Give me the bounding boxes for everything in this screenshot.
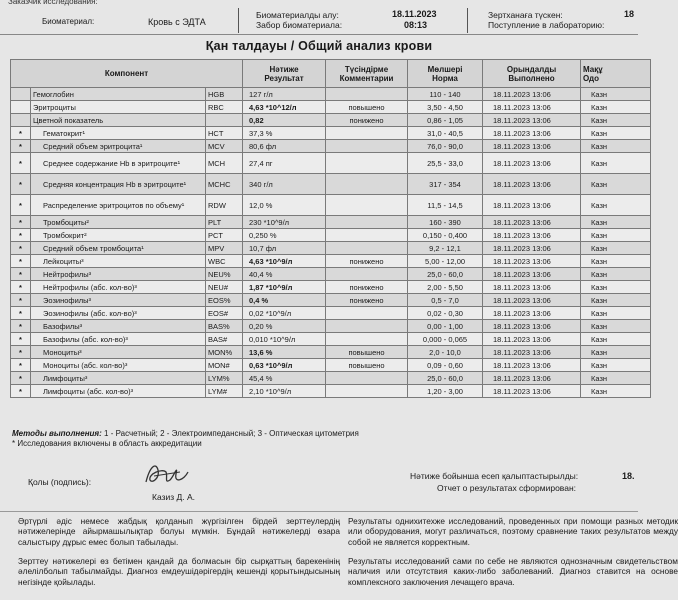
row-component-name: Нейтрофилы³: [31, 268, 206, 281]
row-norm: 25,5 - 33,0: [408, 153, 483, 174]
row-extra: Казн: [581, 195, 651, 216]
sample-taken-date: 18.11.2023: [392, 9, 437, 19]
table-row: [11, 372, 651, 385]
row-code: MON%: [206, 346, 243, 359]
table-row: [11, 320, 651, 333]
row-component-name: Тромбоциты²: [31, 216, 206, 229]
table-row: [11, 346, 651, 359]
row-code: NEU%: [206, 268, 243, 281]
row-extra: Казн: [581, 294, 651, 307]
row-value: 0,250 %: [243, 229, 326, 242]
table-row: [11, 281, 651, 294]
row-value: 0,02 *10^9/л: [243, 307, 326, 320]
row-value: 230 *10^9/л: [243, 216, 326, 229]
row-star: *: [11, 127, 31, 140]
row-comment: повышено: [326, 346, 408, 359]
row-extra: Казн: [581, 372, 651, 385]
row-code: NEU#: [206, 281, 243, 294]
row-norm: 0,00 - 1,00: [408, 320, 483, 333]
row-component-name: Средний объем эритроцита¹: [31, 140, 206, 153]
row-extra: Казн: [581, 268, 651, 281]
row-component-name: Моноциты³: [31, 346, 206, 359]
row-value: 1,87 *10^9/л: [243, 281, 326, 294]
report-formed-label-ru: Отчет о результатах сформирован:: [437, 483, 577, 493]
row-norm: 9,2 - 12,1: [408, 242, 483, 255]
row-star: *: [11, 174, 31, 195]
received-date: 18: [624, 9, 635, 19]
row-comment: понижено: [326, 294, 408, 307]
row-extra: Казн: [581, 127, 651, 140]
row-comment: понижено: [326, 114, 408, 127]
row-value: 0,63 *10^9/л: [243, 359, 326, 372]
col-norm: Мөлшері Норма: [408, 60, 483, 88]
row-comment: [326, 229, 408, 242]
row-norm: 0,02 - 0,30: [408, 307, 483, 320]
report-formed-date: 18.: [622, 471, 635, 481]
row-star: *: [11, 281, 31, 294]
row-star: *: [11, 255, 31, 268]
table-row: [11, 153, 651, 174]
row-star: *: [11, 307, 31, 320]
row-extra: Казн: [581, 359, 651, 372]
sample-taken-label-ru: Забор биоматериала:: [256, 20, 343, 30]
row-value: 37,3 %: [243, 127, 326, 140]
sample-taken-time: 08:13: [404, 20, 428, 30]
row-done-date: 18.11.2023 13:06: [483, 268, 581, 281]
row-comment: [326, 385, 408, 398]
table-row: [11, 268, 651, 281]
row-component-name: Среднее содержание Hb в эритроците¹: [31, 153, 206, 174]
row-comment: [326, 268, 408, 281]
report-title: Қан талдауы / Общий анализ крови: [205, 39, 433, 53]
received-label-kz: Зертханаға түскен:: [488, 10, 563, 20]
row-comment: [326, 372, 408, 385]
row-done-date: 18.11.2023 13:06: [483, 229, 581, 242]
row-code: EOS%: [206, 294, 243, 307]
row-value: 10,7 фл: [243, 242, 326, 255]
table-row: [11, 294, 651, 307]
row-extra: Казн: [581, 216, 651, 229]
table-row: [11, 114, 651, 127]
row-extra: Казн: [581, 320, 651, 333]
row-norm: 31,0 - 40,5: [408, 127, 483, 140]
row-star: *: [11, 346, 31, 359]
col-result: Нәтиже Результат: [243, 60, 326, 88]
row-star: *: [11, 385, 31, 398]
row-component-name: Нейтрофилы (абс. кол-во)³: [31, 281, 206, 294]
row-star: [11, 101, 31, 114]
row-extra: Казн: [581, 229, 651, 242]
table-row: [11, 229, 651, 242]
row-extra: Казн: [581, 281, 651, 294]
signer-name: Казиз Д. А.: [152, 492, 195, 502]
row-value: 4,63 *10^9/л: [243, 255, 326, 268]
row-star: *: [11, 140, 31, 153]
row-extra: Казн: [581, 114, 651, 127]
row-star: *: [11, 320, 31, 333]
row-comment: повышено: [326, 101, 408, 114]
row-comment: [326, 195, 408, 216]
row-extra: Казн: [581, 255, 651, 268]
row-comment: [326, 140, 408, 153]
table-row: [11, 333, 651, 346]
row-value: 12,0 %: [243, 195, 326, 216]
row-norm: 0,5 - 7,0: [408, 294, 483, 307]
row-component-name: Цветной показатель: [31, 114, 206, 127]
row-norm: 160 - 390: [408, 216, 483, 229]
row-star: *: [11, 153, 31, 174]
row-norm: 0,150 - 0,400: [408, 229, 483, 242]
row-comment: [326, 216, 408, 229]
row-norm: 0,000 - 0,065: [408, 333, 483, 346]
table-row: [11, 242, 651, 255]
row-norm: 3,50 - 4,50: [408, 101, 483, 114]
row-extra: Казн: [581, 140, 651, 153]
table-row: [11, 174, 651, 195]
row-component-name: Средний объем тромбоцита¹: [31, 242, 206, 255]
row-done-date: 18.11.2023 13:06: [483, 216, 581, 229]
table-row: [11, 88, 651, 101]
row-component-name: Лейкоциты³: [31, 255, 206, 268]
row-done-date: 18.11.2023 13:06: [483, 294, 581, 307]
row-comment: [326, 242, 408, 255]
row-done-date: 18.11.2023 13:06: [483, 114, 581, 127]
row-component-name: Эозинофилы³: [31, 294, 206, 307]
row-code: LYM#: [206, 385, 243, 398]
footer-divider: [0, 511, 638, 512]
row-norm: 25,0 - 60,0: [408, 268, 483, 281]
row-code: MCH: [206, 153, 243, 174]
row-comment: повышено: [326, 359, 408, 372]
row-star: *: [11, 268, 31, 281]
row-value: 0,010 *10^9/л: [243, 333, 326, 346]
row-code: BAS%: [206, 320, 243, 333]
row-code: HCT: [206, 127, 243, 140]
row-value: 0,82: [243, 114, 326, 127]
header-divider: [0, 34, 638, 35]
row-value: 27,4 пг: [243, 153, 326, 174]
row-component-name: Лимфоциты (абс. кол-во)³: [31, 385, 206, 398]
row-component-name: Гемоглобин: [31, 88, 206, 101]
row-done-date: 18.11.2023 13:06: [483, 281, 581, 294]
row-comment: [326, 320, 408, 333]
col-comment: Түсіндірме Комментарии: [326, 60, 408, 88]
row-code: PLT: [206, 216, 243, 229]
footer-ru-1: Результаты однихитехже исследований, проведенных при помощи разных методик или оборудования, могут различаться, поэтому сравнение таких результатов между собой не является корректным.: [348, 516, 678, 547]
row-extra: Казн: [581, 385, 651, 398]
handwritten-signature: [140, 458, 192, 492]
row-norm: 25,0 - 60,0: [408, 372, 483, 385]
row-component-name: Базофилы (абс. кол-во)³: [31, 333, 206, 346]
table-row: [11, 101, 651, 114]
row-code: RBC: [206, 101, 243, 114]
row-comment: [326, 174, 408, 195]
table-row: [11, 127, 651, 140]
table-row: [11, 385, 651, 398]
row-value: 4,63 *10^12/л: [243, 101, 326, 114]
row-extra: Казн: [581, 153, 651, 174]
methods-label: Методы выполнения:: [12, 429, 102, 438]
row-extra: Казн: [581, 174, 651, 195]
row-star: *: [11, 195, 31, 216]
row-code: EOS#: [206, 307, 243, 320]
row-star: *: [11, 216, 31, 229]
row-norm: 0,86 - 1,05: [408, 114, 483, 127]
row-norm: 0,09 - 0,60: [408, 359, 483, 372]
row-star: *: [11, 333, 31, 346]
row-comment: [326, 307, 408, 320]
row-star: [11, 114, 31, 127]
row-extra: Казн: [581, 307, 651, 320]
row-code: HGB: [206, 88, 243, 101]
row-code: MCV: [206, 140, 243, 153]
row-component-name: Распределение эритроцитов по объему¹: [31, 195, 206, 216]
row-value: 127 г/л: [243, 88, 326, 101]
row-extra: Казн: [581, 346, 651, 359]
row-done-date: 18.11.2023 13:06: [483, 359, 581, 372]
accreditation-note: * Исследования включены в область аккредитации: [12, 439, 202, 448]
footer-kz-2: Зерттеу нәтижелері өз бетімен қандай да болмасын бір сырқаттың барекенінің әлелілболып табылмайды. Диагноз емдеушідәрігердің кешенді қорытындысының негізінде қойылады.: [18, 556, 340, 587]
row-component-name: Базофилы³: [31, 320, 206, 333]
table-header-row: [11, 60, 651, 88]
row-component-name: Эозинофилы (абс. кол-во)³: [31, 307, 206, 320]
methods-note: [12, 429, 359, 449]
report-formed-label-kz: Нәтиже бойынша есеп қалыптастырылды:: [410, 471, 579, 481]
row-code: LYM%: [206, 372, 243, 385]
row-value: 80,6 фл: [243, 140, 326, 153]
row-done-date: 18.11.2023 13:06: [483, 127, 581, 140]
col-extra: Мақұ Одо: [581, 60, 651, 88]
row-code: WBC: [206, 255, 243, 268]
signature-label: Қолы (подпись):: [28, 477, 92, 487]
footer-kz-1: Әртүрлі әдіс немесе жабдық қолданып жүргізілген бірдей зерттеулердің нәтижелерінде айырмашылықтар болуы мүмкін. Бұндай нәтижелерді өзара салыстыру дұрыс емес болып табылады.: [18, 516, 340, 547]
row-code: MCHC: [206, 174, 243, 195]
row-comment: [326, 153, 408, 174]
row-extra: Казн: [581, 88, 651, 101]
row-comment: [326, 333, 408, 346]
row-norm: 76,0 - 90,0: [408, 140, 483, 153]
row-extra: Казн: [581, 242, 651, 255]
row-code: [206, 114, 243, 127]
table-row: [11, 216, 651, 229]
row-norm: 1,20 - 3,00: [408, 385, 483, 398]
row-done-date: 18.11.2023 13:06: [483, 307, 581, 320]
row-component-name: Лимфоциты³: [31, 372, 206, 385]
col-component: Компонент: [11, 60, 243, 88]
row-component-name: Гематокрит¹: [31, 127, 206, 140]
row-done-date: 18.11.2023 13:06: [483, 153, 581, 174]
row-value: 13,6 %: [243, 346, 326, 359]
row-norm: 317 - 354: [408, 174, 483, 195]
table-row: [11, 307, 651, 320]
row-done-date: 18.11.2023 13:06: [483, 346, 581, 359]
row-star: *: [11, 242, 31, 255]
row-value: 340 г/л: [243, 174, 326, 195]
row-done-date: 18.11.2023 13:06: [483, 385, 581, 398]
row-extra: Казн: [581, 333, 651, 346]
table-row: [11, 359, 651, 372]
row-comment: [326, 88, 408, 101]
row-extra: Казн: [581, 101, 651, 114]
received-label-ru: Поступление в лабораторию:: [488, 20, 605, 30]
row-component-name: Тромбокрит²: [31, 229, 206, 242]
sample-taken-label-kz: Биоматериалды алу:: [256, 10, 339, 20]
customer-line: Заказчик исследования:: [8, 0, 98, 6]
row-done-date: 18.11.2023 13:06: [483, 174, 581, 195]
row-code: MON#: [206, 359, 243, 372]
results-table: [10, 59, 651, 398]
row-done-date: 18.11.2023 13:06: [483, 242, 581, 255]
row-component-name: Средняя концентрация Hb в эритроците¹: [31, 174, 206, 195]
footer-ru-2: Результаты исследований сами по себе не являются однозначным свидетельством наличия или отсутствия каких-либо заболеваний. Диагноз ставится на основе комплексного заключения лечащего врача.: [348, 556, 678, 587]
row-norm: 5,00 - 12,00: [408, 255, 483, 268]
row-norm: 2,0 - 10,0: [408, 346, 483, 359]
row-comment: [326, 127, 408, 140]
row-code: PCT: [206, 229, 243, 242]
row-star: *: [11, 372, 31, 385]
row-value: 0,20 %: [243, 320, 326, 333]
row-done-date: 18.11.2023 13:06: [483, 255, 581, 268]
table-row: [11, 255, 651, 268]
row-component-name: Моноциты (абс. кол-во)³: [31, 359, 206, 372]
row-comment: понижено: [326, 255, 408, 268]
row-done-date: 18.11.2023 13:06: [483, 88, 581, 101]
row-done-date: 18.11.2023 13:06: [483, 320, 581, 333]
col-done: Орындалды Выполнено: [483, 60, 581, 88]
biomaterial-value: Кровь с ЭДТА: [148, 17, 206, 27]
row-value: 2,10 *10^9/л: [243, 385, 326, 398]
methods-text: 1 - Расчетный; 2 - Электроимпедансный; 3 - Оптическая цитометрия: [101, 429, 359, 438]
row-value: 0,4 %: [243, 294, 326, 307]
row-code: BAS#: [206, 333, 243, 346]
row-done-date: 18.11.2023 13:06: [483, 140, 581, 153]
row-star: *: [11, 229, 31, 242]
row-norm: 2,00 - 5,50: [408, 281, 483, 294]
row-done-date: 18.11.2023 13:06: [483, 372, 581, 385]
row-code: MPV: [206, 242, 243, 255]
table-row: [11, 140, 651, 153]
row-done-date: 18.11.2023 13:06: [483, 195, 581, 216]
row-done-date: 18.11.2023 13:06: [483, 333, 581, 346]
row-done-date: 18.11.2023 13:06: [483, 101, 581, 114]
table-row: [11, 195, 651, 216]
row-value: 45,4 %: [243, 372, 326, 385]
row-norm: 11,5 - 14,5: [408, 195, 483, 216]
row-comment: понижено: [326, 281, 408, 294]
row-star: [11, 88, 31, 101]
biomaterial-label: Биоматериал:: [42, 17, 95, 26]
row-value: 40,4 %: [243, 268, 326, 281]
row-norm: 110 - 140: [408, 88, 483, 101]
row-star: *: [11, 359, 31, 372]
row-component-name: Эритроциты: [31, 101, 206, 114]
row-code: RDW: [206, 195, 243, 216]
row-star: *: [11, 294, 31, 307]
